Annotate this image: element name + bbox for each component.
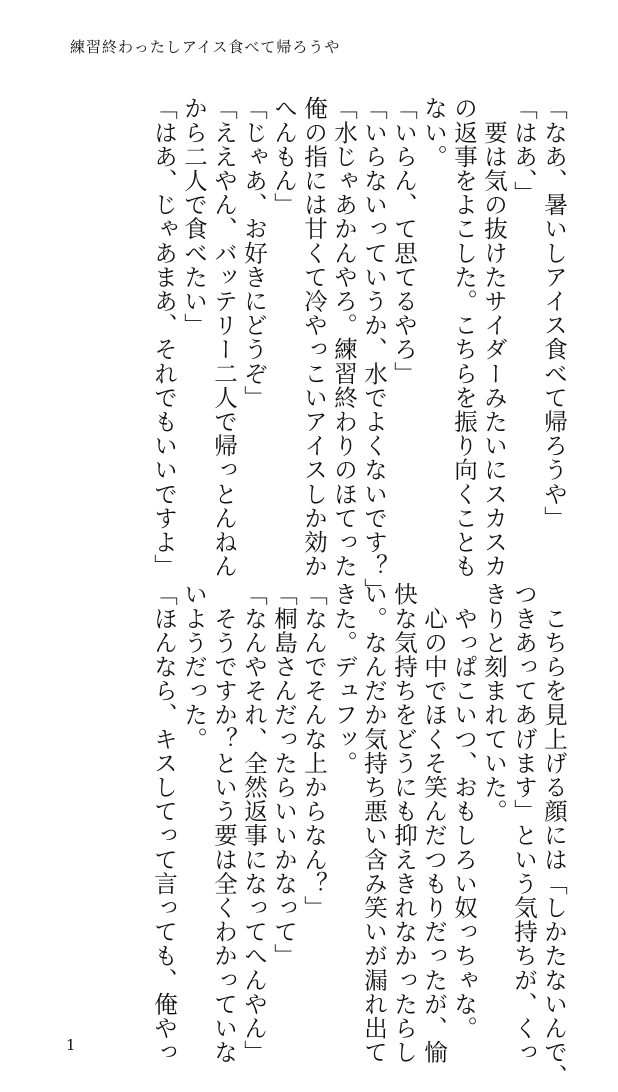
text-line: 「ほんなら、キスしてって言っても、俺やっ xyxy=(150,582,178,1064)
text-line: ない。 xyxy=(420,96,448,169)
text-line: の返事をよこした。こちらを振り向くことも xyxy=(450,96,478,578)
text-line: 快な気持ちをどうにも抑えきれなかったらし xyxy=(390,582,418,1064)
text-line: 「水じゃあかんやろ。練習終わりのほてった xyxy=(330,96,358,578)
text-line: 心の中でほくそ笑んだつもりだったが、愉 xyxy=(420,582,448,1064)
text-line: 「いらん、て思てるやろ」 xyxy=(390,96,418,386)
text-block-bottom xyxy=(149,582,569,1089)
text-line: 「はあ、じゃあまあ、それでもいいですよ」 xyxy=(150,96,178,578)
text-line: 要は気の抜けたサイダーみたいにスカスカ xyxy=(480,96,508,578)
text-line: 俺の指には甘くて冷やっこいアイスしか効か xyxy=(300,96,328,578)
text-line: い。なんだか気持ち悪い含み笑いが漏れ出て xyxy=(360,582,388,1064)
text-line: きりと刻まれていた。 xyxy=(480,582,508,823)
text-line: つきあってあげます」という気持ちが、くっ xyxy=(510,582,538,1064)
page-number: 1 xyxy=(66,1036,76,1054)
text-line: 「はあ、」 xyxy=(510,96,538,205)
text-line: いようだった。 xyxy=(180,582,208,751)
text-line: へんもん」 xyxy=(270,96,298,217)
text-line: 「桐島さんだったらいいかなって」 xyxy=(270,582,298,968)
text-line: から二人で食べたい」 xyxy=(180,96,208,337)
text-line: 「なあ、暑いしアイス食べて帰ろうや」 xyxy=(540,96,568,530)
text-line: こちらを見上げる顔には「しかたないんで、 xyxy=(540,582,568,1089)
text-line: 「じゃあ、お好きにどうぞ」 xyxy=(240,96,268,410)
text-line: 「いらないっていうか、水でよくないです？」 xyxy=(360,96,388,603)
text-line: 「ええやん、バッテリー二人で帰っとんねん xyxy=(210,96,238,578)
text-line: きた。デュフッ。 xyxy=(330,582,358,775)
text-line: 「なんでそんな上からなん？」 xyxy=(300,582,328,920)
text-block-top xyxy=(149,96,569,603)
text-line: やっぱこいつ、おもしろい奴っちゃな。 xyxy=(450,582,478,1040)
page-title: 練習終わったしアイス食べて帰ろうや xyxy=(70,38,341,56)
text-line: 「なんやそれ、全然返事になってへんやん」 xyxy=(240,582,268,1064)
text-line: そうですか？という要は全くわかっていな xyxy=(210,582,238,1064)
